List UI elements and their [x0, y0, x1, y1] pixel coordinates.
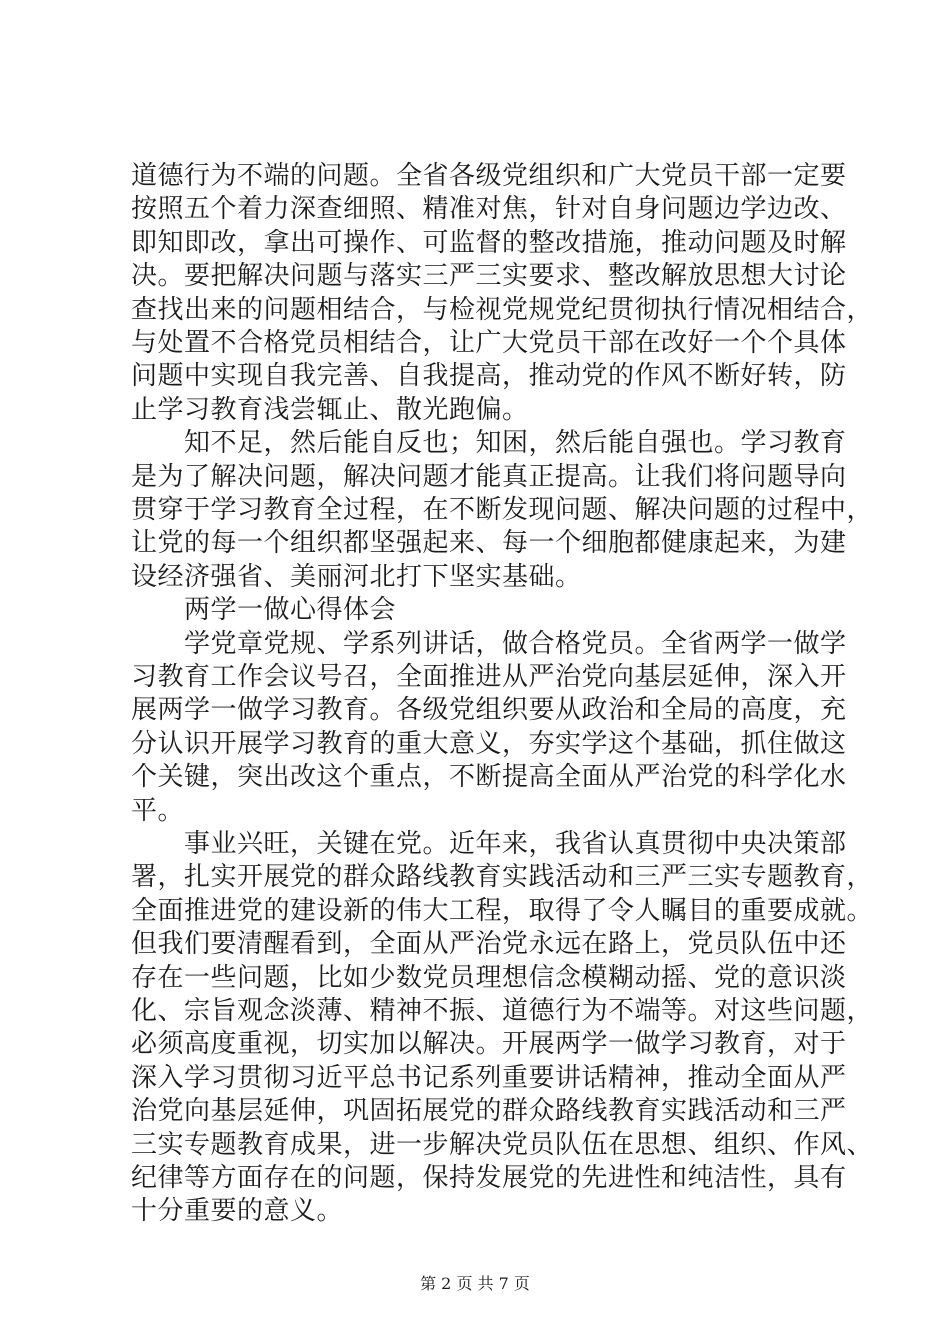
- text-line: 学党章党规、学系列讲话，做合格党员。全省两学一做学: [131, 628, 847, 659]
- text-line: 化、宗旨观念淡薄、精神不振、道德行为不端等。对这些问题，: [131, 996, 874, 1026]
- text-line: 决。要把解决问题与落实三严三实要求、整改解放思想大讨论: [131, 261, 847, 292]
- page-footer: 第 2 页 共 7 页: [420, 1274, 530, 1293]
- text-line: 全面推进党的建设新的伟大工程，取得了令人瞩目的重要成就。: [131, 895, 874, 926]
- text-line: 与处置不合格党员相结合，让广大党员干部在改好一个个具体: [131, 328, 847, 358]
- text-line: 纪律等方面存在的问题，保持发展党的先进性和纯洁性，具有: [131, 1163, 847, 1193]
- text-line: 平。: [131, 795, 185, 826]
- text-line: 三实专题教育成果，进一步解决党员队伍在思想、组织、作风、: [131, 1129, 874, 1160]
- text-line: 事业兴旺，关键在党。近年来，我省认真贯彻中央决策部: [131, 829, 847, 859]
- text-line: 十分重要的意义。: [131, 1196, 344, 1227]
- text-line: 个关键，突出改这个重点，不断提高全面从严治党的科学化水: [131, 762, 847, 793]
- text-line: 习教育工作会议号召，全面推进从严治党向基层延伸，深入开: [131, 662, 847, 692]
- text-line: 治党向基层延伸，巩固拓展党的群众路线教育实践活动和三严: [131, 1096, 847, 1127]
- text-line: 让党的每一个组织都坚强起来、每一个细胞都健康起来，为建: [131, 528, 847, 559]
- text-line: 是为了解决问题，解决问题才能真正提高。让我们将问题导向: [131, 461, 847, 492]
- text-line: 分认识开展学习教育的重大意义，夯实学这个基础，抓住做这: [131, 728, 847, 759]
- text-line: 道德行为不端的问题。全省各级党组织和广大党员干部一定要: [131, 161, 847, 191]
- text-line: 即知即改，拿出可操作、可监督的整改措施，推动问题及时解: [131, 227, 847, 258]
- text-line: 但我们要清醒看到，全面从严治党永远在路上，党员队伍中还: [131, 929, 847, 960]
- text-line: 止学习教育浅尝辄止、散光跑偏。: [131, 394, 529, 425]
- text-line: 查找出来的问题相结合，与检视党规党纪贯彻执行情况相结合，: [131, 294, 874, 325]
- text-line: 署，扎实开展党的群众路线教育实践活动和三严三实专题教育，: [131, 862, 874, 893]
- text-line: 展两学一做学习教育。各级党组织要从政治和全局的高度，充: [131, 695, 847, 726]
- text-line: 贯穿于学习教育全过程，在不断发现问题、解决问题的过程中，: [131, 495, 874, 525]
- text-line: 问题中实现自我完善、自我提高，推动党的作风不断好转，防: [131, 361, 847, 392]
- text-line: 存在一些问题，比如少数党员理想信念模糊动摇、党的意识淡: [131, 962, 847, 993]
- text-line: 两学一做心得体会: [131, 595, 397, 626]
- text-line: 知不足，然后能自反也；知困，然后能自强也。学习教育: [131, 428, 847, 459]
- text-line: 设经济强省、美丽河北打下坚实基础。: [131, 561, 582, 592]
- text-line: 按照五个着力深查细照、精准对焦，针对自身问题边学边改、: [131, 194, 847, 225]
- text-line: 必须高度重视，切实加以解决。开展两学一做学习教育，对于: [131, 1029, 847, 1060]
- text-line: 深入学习贯彻习近平总书记系列重要讲话精神，推动全面从严: [131, 1062, 847, 1093]
